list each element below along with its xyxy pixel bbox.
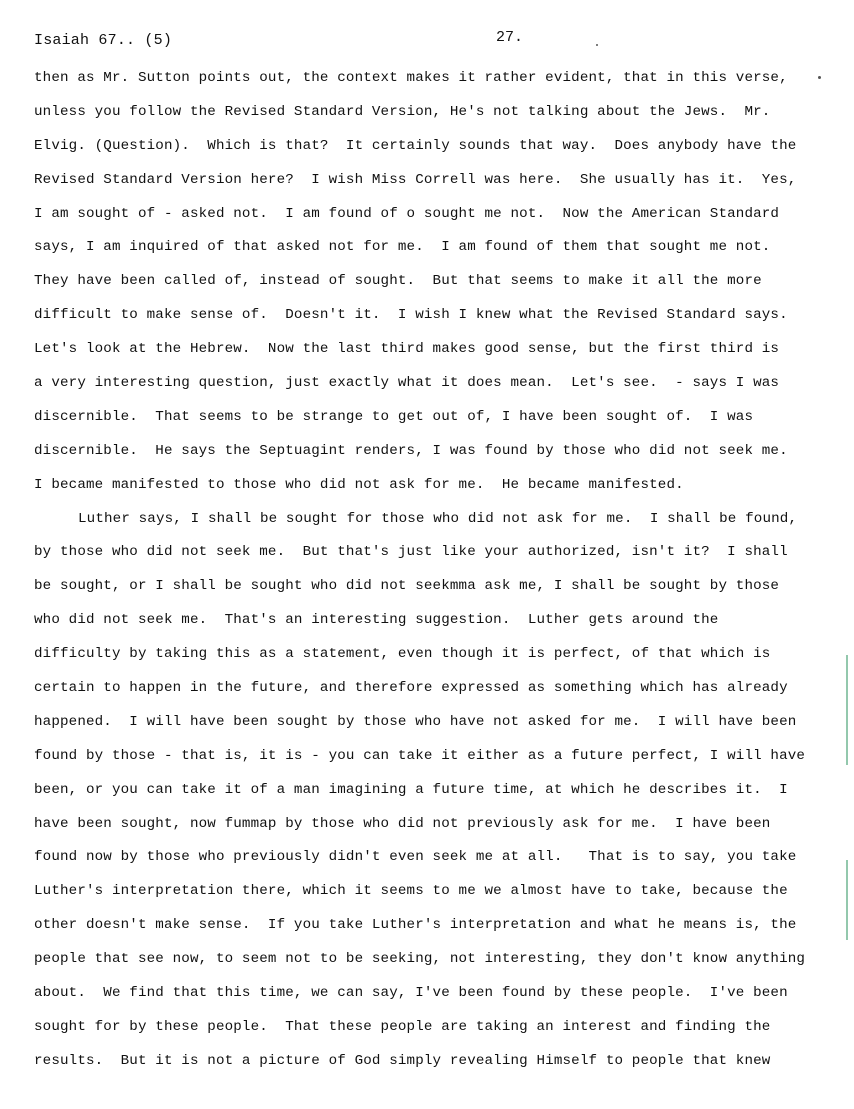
text-line: been, or you can take it of a man imagining a future time, at which he describes it. I xyxy=(34,781,788,798)
text-line: discernible. That seems to be strange to get out of, I have been sought of. I was xyxy=(34,408,754,425)
text-line: Luther says, I shall be sought for those who did not ask for me. I shall be found, xyxy=(78,510,798,527)
page-reference: Isaiah 67.. (5) xyxy=(34,32,173,49)
text-line: sought for by these people. That these people are taking an interest and finding the xyxy=(34,1018,771,1035)
text-line: found by those - that is, it is - you can take it either as a future perfect, I will have xyxy=(34,747,806,764)
text-line: I am sought of - asked not. I am found of o sought me not. Now the American Standard xyxy=(34,205,780,222)
text-line: says, I am inquired of that asked not for me. I am found of them that sought me not. xyxy=(34,239,771,256)
ink-speck xyxy=(818,76,821,79)
text-line: a very interesting question, just exactly what it does mean. Let's see. - says I was xyxy=(34,375,780,392)
text-line: happened. I will have been sought by those who have not asked for me. I will have been xyxy=(34,713,797,730)
text-line: discernible. He says the Septuagint renders, I was found by those who did not seek me. xyxy=(34,442,788,459)
text-line: found now by those who previously didn't even seek me at all. That is to say, you take xyxy=(34,849,797,866)
margin-mark xyxy=(846,655,848,765)
ink-speck xyxy=(596,44,598,46)
text-line: by those who did not seek me. But that's just like your authorized, isn't it? I shall xyxy=(34,544,788,561)
text-line: Luther's interpretation there, which it seems to me we almost have to take, because the xyxy=(34,883,788,900)
text-line: I became manifested to those who did not ask for me. He became manifested. xyxy=(34,476,684,493)
page-number: 27. xyxy=(496,29,524,46)
text-line: be sought, or I shall be sought who did not seekmma ask me, I shall be sought by those xyxy=(34,578,780,595)
margin-mark xyxy=(846,860,848,940)
text-line: difficult to make sense of. Doesn't it. I wish I knew what the Revised Standard says. xyxy=(34,307,788,324)
text-line: have been sought, now fummap by those who did not previously ask for me. I have been xyxy=(34,815,771,832)
text-line: other doesn't make sense. If you take Luther's interpretation and what he means is, the xyxy=(34,917,797,934)
body-text xyxy=(34,62,804,1079)
text-line: Revised Standard Version here? I wish Miss Correll was here. She usually has it. Yes, xyxy=(34,171,797,188)
text-line: then as Mr. Sutton points out, the context makes it rather evident, that in this verse, xyxy=(34,70,788,86)
text-line: about. We find that this time, we can say, I've been found by these people. I've been xyxy=(34,985,788,1002)
text-line: Let's look at the Hebrew. Now the last third makes good sense, but the first third is xyxy=(34,341,780,358)
text-line: certain to happen in the future, and therefore expressed as something which has already xyxy=(34,680,788,697)
text-line: results. But it is not a picture of God simply revealing Himself to people that knew xyxy=(34,1052,771,1069)
text-line: unless you follow the Revised Standard Version, He's not talking about the Jews. Mr. xyxy=(34,103,771,120)
text-line: who did not seek me. That's an interesting suggestion. Luther gets around the xyxy=(34,612,719,629)
text-line: people that see now, to seem not to be seeking, not interesting, they don't know anything xyxy=(34,951,806,968)
text-line: Elvig. (Question). Which is that? It certainly sounds that way. Does anybody have the xyxy=(34,137,797,154)
text-line: difficulty by taking this as a statement, even though it is perfect, of that which is xyxy=(34,646,771,663)
text-line: They have been called of, instead of sought. But that seems to make it all the more xyxy=(34,273,762,290)
